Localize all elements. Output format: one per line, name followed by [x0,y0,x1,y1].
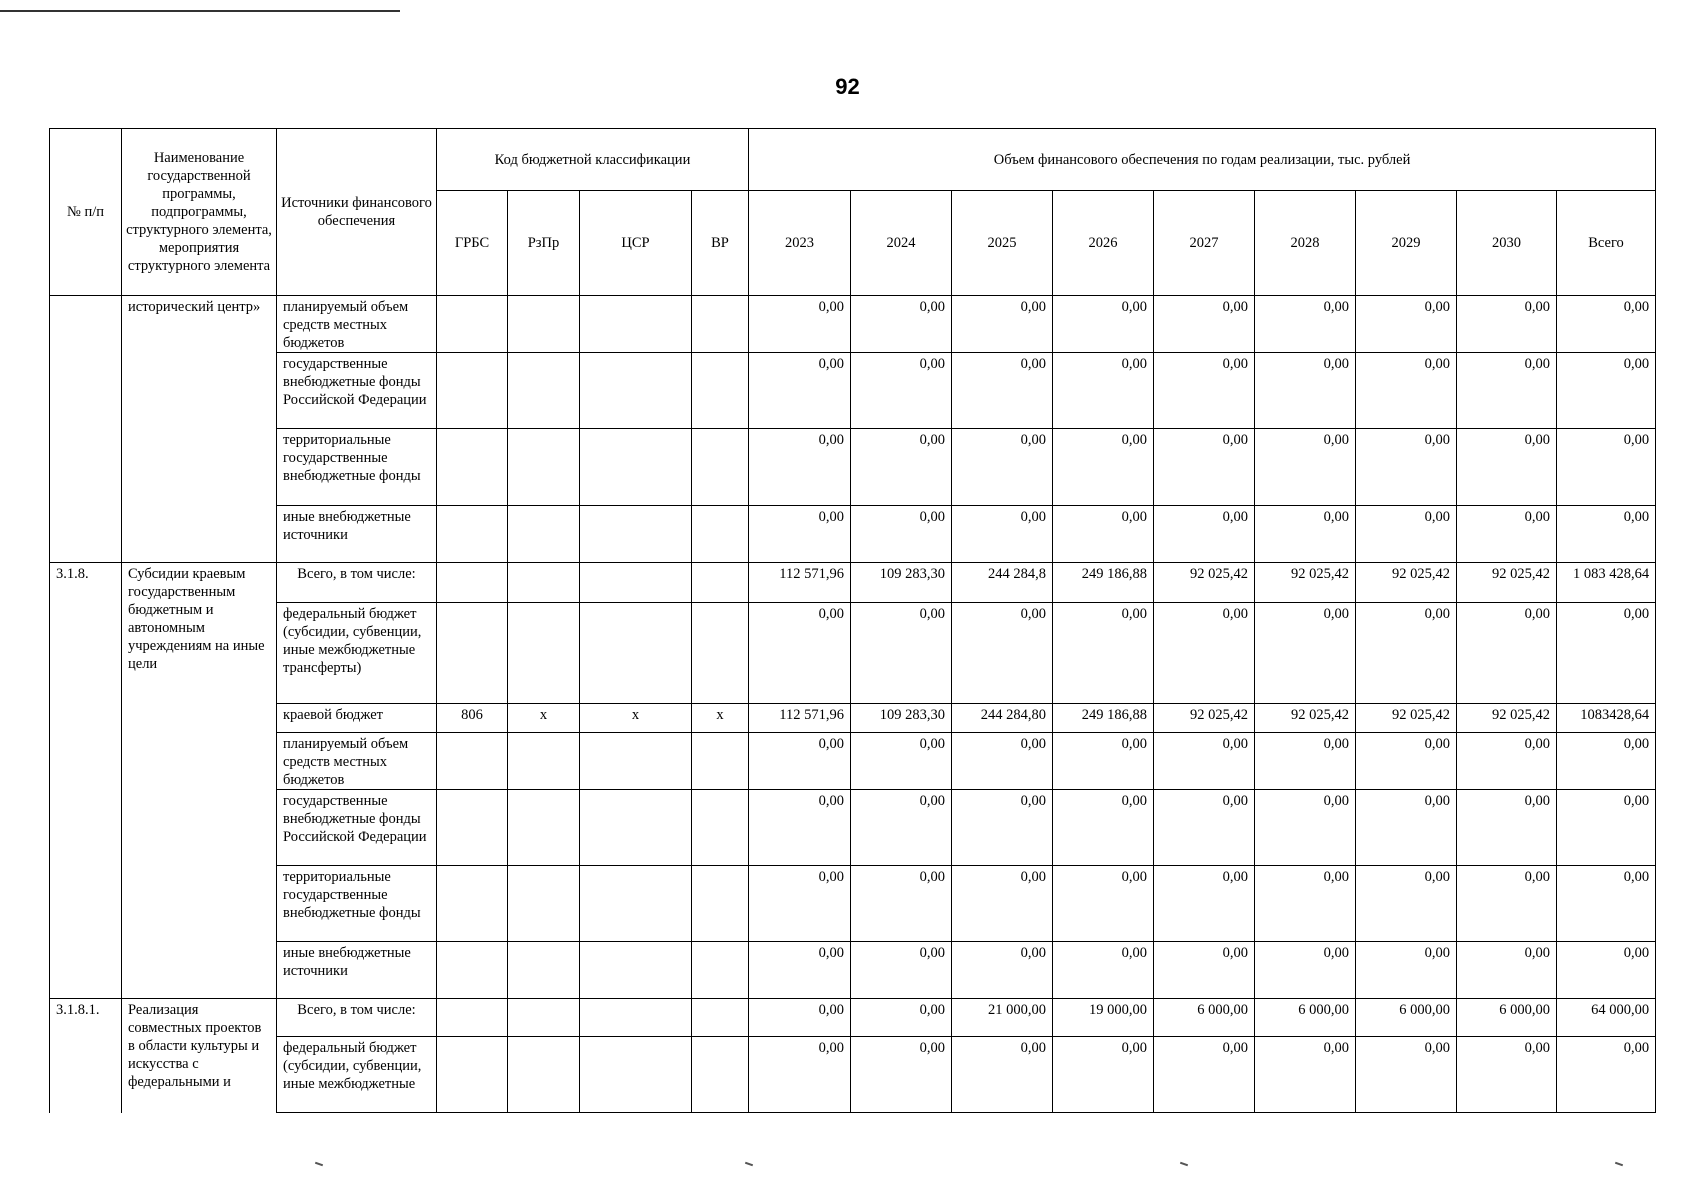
year-value-cell: 0,00 [1255,353,1356,429]
source-cell: государственные внебюджетные фонды Российской Федерации [277,790,437,866]
code-cell-vr [692,506,749,563]
year-value-cell: 0,00 [749,733,851,790]
year-value-cell: 0,00 [1356,603,1457,704]
year-value-cell: 112 571,96 [749,704,851,733]
header-year-2030: 2030 [1457,191,1557,296]
year-value-cell: 249 186,88 [1053,563,1154,603]
year-value-cell: 0,00 [1255,429,1356,506]
year-value-cell: 0,00 [1356,506,1457,563]
code-cell-vr [692,296,749,353]
year-value-cell: 0,00 [1356,296,1457,353]
year-value-cell: 0,00 [749,1037,851,1113]
code-cell-csr [580,506,692,563]
header-year-2026: 2026 [1053,191,1154,296]
year-value-cell: 0,00 [1356,353,1457,429]
year-value-cell: 0,00 [952,942,1053,999]
code-cell-grbs [437,733,508,790]
code-cell-grbs [437,296,508,353]
header-year-2029: 2029 [1356,191,1457,296]
code-cell-rzpr [508,733,580,790]
total-value-cell: 0,00 [1557,790,1656,866]
year-value-cell: 0,00 [749,296,851,353]
year-value-cell: 0,00 [749,429,851,506]
year-value-cell: 0,00 [749,866,851,942]
source-cell: иные внебюджетные источники [277,942,437,999]
year-value-cell: 0,00 [952,733,1053,790]
year-value-cell: 0,00 [952,603,1053,704]
total-value-cell: 1083428,64 [1557,704,1656,733]
year-value-cell: 0,00 [1457,429,1557,506]
year-value-cell: 19 000,00 [1053,999,1154,1037]
code-cell-csr: x [580,704,692,733]
code-cell-csr [580,603,692,704]
year-value-cell: 109 283,30 [851,563,952,603]
year-value-cell: 0,00 [1154,296,1255,353]
year-value-cell: 0,00 [749,999,851,1037]
header-grbs: ГРБС [437,191,508,296]
code-cell-grbs [437,942,508,999]
year-value-cell: 0,00 [851,353,952,429]
year-value-cell: 0,00 [749,942,851,999]
code-cell-csr [580,999,692,1037]
source-cell: государственные внебюджетные фонды Российской Федерации [277,353,437,429]
year-value-cell: 0,00 [1356,866,1457,942]
total-value-cell: 0,00 [1557,603,1656,704]
year-value-cell: 0,00 [1255,603,1356,704]
code-cell-csr [580,429,692,506]
year-value-cell: 0,00 [1457,866,1557,942]
table-body [50,296,1656,1113]
source-cell: иные внебюджетные источники [277,506,437,563]
code-cell-csr [580,790,692,866]
table-row [50,866,1656,942]
code-cell-csr [580,353,692,429]
item-name-cell: Субсидии краевым государственным бюджетным и автономным учреждениям на иные цели [122,563,277,999]
code-cell-vr [692,603,749,704]
year-value-cell: 0,00 [1154,942,1255,999]
code-cell-grbs [437,429,508,506]
year-value-cell: 0,00 [851,790,952,866]
scan-mark [1615,1162,1623,1167]
row-number-cell: 3.1.8.1. [50,999,122,1113]
year-value-cell: 21 000,00 [952,999,1053,1037]
year-value-cell: 0,00 [1154,733,1255,790]
scan-mark [745,1162,753,1167]
year-value-cell: 0,00 [1356,790,1457,866]
year-value-cell: 0,00 [749,790,851,866]
source-cell: планируемый объем средств местных бюджетов [277,733,437,790]
table-row [50,563,1656,603]
table-row [50,704,1656,733]
header-name: Наименование государственной программы, подпрограммы, структурного элемента, мероприятия структурного элемента [122,129,277,296]
year-value-cell: 0,00 [1255,790,1356,866]
header-total: Всего [1557,191,1656,296]
total-value-cell: 64 000,00 [1557,999,1656,1037]
code-cell-vr [692,563,749,603]
year-value-cell: 92 025,42 [1255,563,1356,603]
top-rule [0,10,400,12]
row-number-cell: 3.1.8. [50,563,122,999]
year-value-cell: 0,00 [952,506,1053,563]
year-value-cell: 92 025,42 [1457,563,1557,603]
source-cell: Всего, в том числе: [277,563,437,603]
year-value-cell: 0,00 [1356,429,1457,506]
code-cell-grbs [437,1037,508,1113]
year-value-cell: 6 000,00 [1154,999,1255,1037]
year-value-cell: 0,00 [1154,790,1255,866]
table-row [50,999,1656,1037]
year-value-cell: 249 186,88 [1053,704,1154,733]
total-value-cell: 1 083 428,64 [1557,563,1656,603]
code-cell-grbs [437,353,508,429]
year-value-cell: 0,00 [1255,733,1356,790]
year-value-cell: 0,00 [1053,429,1154,506]
total-value-cell: 0,00 [1557,296,1656,353]
table-row [50,1037,1656,1113]
year-value-cell: 0,00 [952,866,1053,942]
code-cell-rzpr [508,429,580,506]
year-value-cell: 92 025,42 [1356,704,1457,733]
year-value-cell: 92 025,42 [1457,704,1557,733]
year-value-cell: 0,00 [1154,1037,1255,1113]
year-value-cell: 0,00 [1457,790,1557,866]
source-cell: краевой бюджет [277,704,437,733]
code-cell-csr [580,733,692,790]
year-value-cell: 92 025,42 [1356,563,1457,603]
year-value-cell: 0,00 [1053,353,1154,429]
code-cell-csr [580,1037,692,1113]
code-cell-grbs [437,866,508,942]
total-value-cell: 0,00 [1557,353,1656,429]
code-cell-grbs [437,790,508,866]
total-value-cell: 0,00 [1557,1037,1656,1113]
year-value-cell: 0,00 [952,429,1053,506]
total-value-cell: 0,00 [1557,506,1656,563]
scan-mark [315,1162,323,1167]
code-cell-rzpr [508,790,580,866]
year-value-cell: 0,00 [952,353,1053,429]
row-number-cell [50,296,122,563]
year-value-cell: 0,00 [1457,296,1557,353]
year-value-cell: 109 283,30 [851,704,952,733]
year-value-cell: 0,00 [1154,866,1255,942]
table-row [50,790,1656,866]
year-value-cell: 0,00 [851,506,952,563]
year-value-cell: 0,00 [952,296,1053,353]
year-value-cell: 0,00 [1053,296,1154,353]
year-value-cell: 0,00 [1356,942,1457,999]
year-value-cell: 0,00 [749,603,851,704]
year-value-cell: 0,00 [1053,1037,1154,1113]
year-value-cell: 0,00 [851,733,952,790]
table-header [50,129,1656,296]
year-value-cell: 244 284,80 [952,704,1053,733]
code-cell-vr: x [692,704,749,733]
year-value-cell: 112 571,96 [749,563,851,603]
table-row [50,603,1656,704]
code-cell-vr [692,866,749,942]
table-row [50,429,1656,506]
source-cell: территориальные государственные внебюджетные фонды [277,866,437,942]
table-row [50,506,1656,563]
header-vr: ВР [692,191,749,296]
year-value-cell: 0,00 [851,942,952,999]
code-cell-vr [692,999,749,1037]
year-value-cell: 0,00 [1053,790,1154,866]
total-value-cell: 0,00 [1557,942,1656,999]
header-year-2027: 2027 [1154,191,1255,296]
source-cell: планируемый объем средств местных бюджетов [277,296,437,353]
code-cell-vr [692,942,749,999]
source-cell: федеральный бюджет (субсидии, субвенции, иные межбюджетные трансферты) [277,603,437,704]
code-cell-rzpr [508,866,580,942]
year-value-cell: 0,00 [1255,296,1356,353]
table-row [50,296,1656,353]
code-cell-csr [580,563,692,603]
year-value-cell: 0,00 [749,506,851,563]
header-volume: Объем финансового обеспечения по годам реализации, тыс. рублей [749,129,1656,191]
year-value-cell: 0,00 [1154,429,1255,506]
code-cell-grbs [437,999,508,1037]
year-value-cell: 0,00 [851,1037,952,1113]
year-value-cell: 6 000,00 [1457,999,1557,1037]
header-year-2023: 2023 [749,191,851,296]
header-source: Источники финансового обеспечения [277,129,437,296]
year-value-cell: 0,00 [851,999,952,1037]
total-value-cell: 0,00 [1557,429,1656,506]
code-cell-csr [580,866,692,942]
year-value-cell: 0,00 [1457,733,1557,790]
code-cell-rzpr [508,563,580,603]
code-cell-grbs [437,506,508,563]
header-year-2025: 2025 [952,191,1053,296]
table-row [50,942,1656,999]
header-year-2028: 2028 [1255,191,1356,296]
header-rzpr: РзПр [508,191,580,296]
year-value-cell: 0,00 [952,1037,1053,1113]
year-value-cell: 0,00 [1457,1037,1557,1113]
source-cell: Всего, в том числе: [277,999,437,1037]
year-value-cell: 0,00 [749,353,851,429]
code-cell-vr [692,733,749,790]
code-cell-rzpr [508,1037,580,1113]
year-value-cell: 0,00 [851,603,952,704]
year-value-cell: 0,00 [1255,942,1356,999]
year-value-cell: 0,00 [1457,603,1557,704]
code-cell-grbs: 806 [437,704,508,733]
year-value-cell: 6 000,00 [1255,999,1356,1037]
year-value-cell: 0,00 [851,866,952,942]
year-value-cell: 0,00 [1457,353,1557,429]
code-cell-grbs [437,603,508,704]
year-value-cell: 244 284,8 [952,563,1053,603]
code-cell-rzpr [508,506,580,563]
source-cell: территориальные государственные внебюджетные фонды [277,429,437,506]
code-cell-rzpr: x [508,704,580,733]
year-value-cell: 6 000,00 [1356,999,1457,1037]
scan-mark [1180,1162,1188,1167]
source-cell: федеральный бюджет (субсидии, субвенции, иные межбюджетные [277,1037,437,1113]
year-value-cell: 0,00 [1457,942,1557,999]
code-cell-rzpr [508,603,580,704]
total-value-cell: 0,00 [1557,866,1656,942]
year-value-cell: 0,00 [1053,733,1154,790]
code-cell-vr [692,790,749,866]
code-cell-vr [692,1037,749,1113]
year-value-cell: 0,00 [1356,733,1457,790]
code-cell-rzpr [508,296,580,353]
header-budget-code: Код бюджетной классификации [437,129,749,191]
code-cell-vr [692,429,749,506]
year-value-cell: 0,00 [1457,506,1557,563]
code-cell-csr [580,942,692,999]
year-value-cell: 0,00 [1053,603,1154,704]
item-name-cell: Реализация совместных проектов в области культуры и искусства с федеральными и [122,999,277,1113]
year-value-cell: 0,00 [1356,1037,1457,1113]
year-value-cell: 0,00 [1255,1037,1356,1113]
total-value-cell: 0,00 [1557,733,1656,790]
code-cell-rzpr [508,353,580,429]
code-cell-csr [580,296,692,353]
year-value-cell: 0,00 [1053,942,1154,999]
year-value-cell: 0,00 [952,790,1053,866]
year-value-cell: 0,00 [1154,353,1255,429]
budget-table [49,128,1656,1113]
year-value-cell: 92 025,42 [1154,563,1255,603]
header-csr: ЦСР [580,191,692,296]
year-value-cell: 0,00 [1154,506,1255,563]
year-value-cell: 0,00 [851,429,952,506]
code-cell-grbs [437,563,508,603]
year-value-cell: 0,00 [1053,866,1154,942]
year-value-cell: 0,00 [1053,506,1154,563]
year-value-cell: 92 025,42 [1255,704,1356,733]
table-row [50,733,1656,790]
code-cell-rzpr [508,942,580,999]
header-no: № п/п [50,129,122,296]
year-value-cell: 0,00 [1255,506,1356,563]
page-number: 92 [835,74,860,99]
year-value-cell: 92 025,42 [1154,704,1255,733]
year-value-cell: 0,00 [851,296,952,353]
code-cell-vr [692,353,749,429]
code-cell-rzpr [508,999,580,1037]
header-year-2024: 2024 [851,191,952,296]
year-value-cell: 0,00 [1255,866,1356,942]
item-name-cell: исторический центр» [122,296,277,563]
year-value-cell: 0,00 [1154,603,1255,704]
table-row [50,353,1656,429]
